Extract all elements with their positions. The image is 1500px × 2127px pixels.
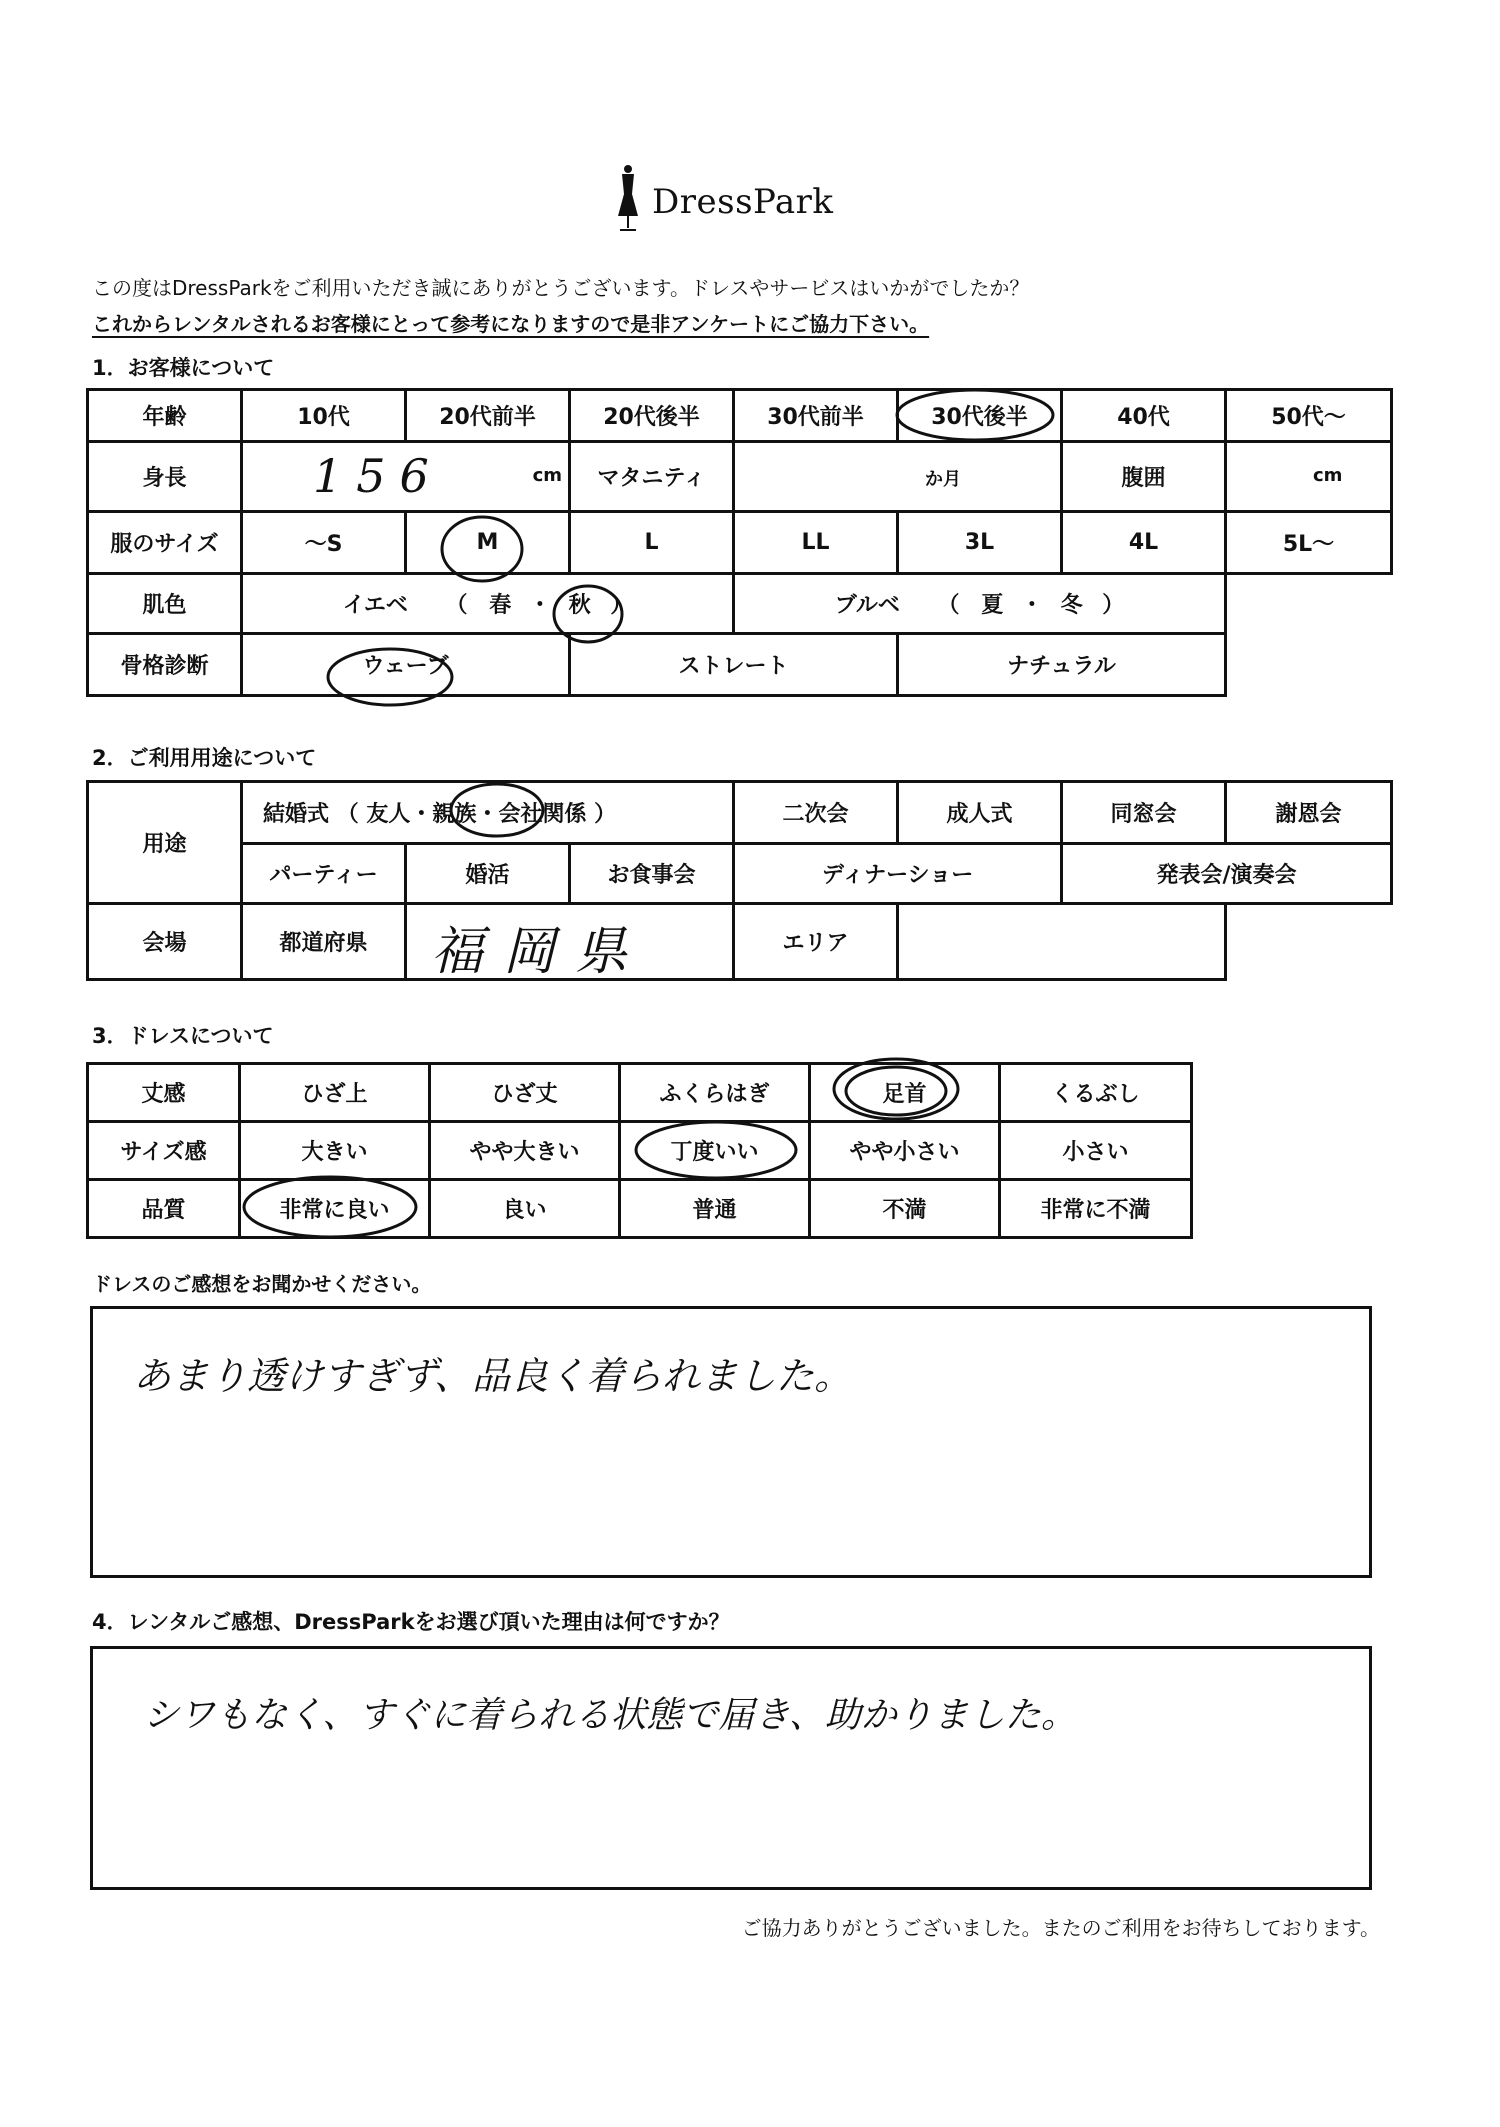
maternity-field[interactable]	[734, 442, 1062, 512]
skin-spring[interactable]: 春	[489, 593, 512, 618]
waist-unit: cm	[1313, 465, 1343, 486]
separator-dot: ・	[1020, 593, 1043, 618]
separator-dot: ・	[528, 593, 551, 618]
logo-text: DressPark	[652, 182, 834, 222]
rental-comment-answer: シワもなく、すぐに着られる状態で届き、助かりました。	[143, 1695, 1077, 1736]
age-option[interactable]: 30代前半	[734, 390, 898, 442]
length-option[interactable]: ふくらはぎ	[620, 1064, 810, 1122]
rental-comment-box[interactable]	[90, 1646, 1372, 1890]
skin-summer[interactable]: 夏	[981, 593, 1004, 618]
length-row	[88, 1064, 1192, 1122]
age-option[interactable]: 40代	[1062, 390, 1226, 442]
paren-open: （	[445, 593, 468, 618]
size-row	[88, 512, 1392, 574]
frame-row	[88, 634, 1392, 696]
dresspark-logo	[610, 160, 910, 240]
skin-blue-option[interactable]	[734, 574, 1226, 634]
maternity-unit: か月	[925, 469, 961, 490]
separator-dot: ・	[410, 802, 433, 827]
age-option-selected[interactable]: 30代後半	[898, 390, 1062, 442]
purpose-option[interactable]: 成人式	[898, 782, 1062, 844]
fit-option[interactable]: やや小さい	[810, 1122, 1000, 1180]
purpose-option[interactable]: 同窓会	[1062, 782, 1226, 844]
wedding-family-selected[interactable]: 親族	[432, 802, 477, 827]
age-option[interactable]: 20代後半	[570, 390, 734, 442]
fit-option[interactable]: 小さい	[1000, 1122, 1192, 1180]
prefecture-field[interactable]	[406, 904, 734, 980]
purpose-row2	[88, 844, 1392, 904]
venue-row	[88, 904, 1392, 980]
empty-cell	[1226, 634, 1392, 696]
size-option[interactable]: 5L～	[1226, 512, 1392, 574]
footer-thanks: ご協力ありがとうございました。またのご利用をお待ちしております。	[741, 1916, 1380, 1940]
skin-yellow-option[interactable]	[242, 574, 734, 634]
paren-close: ）	[594, 802, 617, 827]
length-option[interactable]: くるぶし	[1000, 1064, 1192, 1122]
length-option-selected[interactable]: 足首	[810, 1064, 1000, 1122]
age-label: 年齢	[88, 390, 242, 442]
quality-option[interactable]: 良い	[430, 1180, 620, 1238]
age-option[interactable]: 10代	[242, 390, 406, 442]
section2-title: 2．ご利用用途について	[92, 746, 317, 770]
purpose-table	[86, 780, 1393, 981]
size-option[interactable]: LL	[734, 512, 898, 574]
paren-close: ）	[610, 593, 633, 618]
purpose-option[interactable]: 婚活	[406, 844, 570, 904]
fit-option-selected[interactable]: 丁度いい	[620, 1122, 810, 1180]
length-option[interactable]: ひざ丈	[430, 1064, 620, 1122]
fit-option[interactable]: 大きい	[240, 1122, 430, 1180]
paren-open: （	[336, 802, 359, 827]
quality-option-selected[interactable]: 非常に良い	[240, 1180, 430, 1238]
skin-row	[88, 574, 1392, 634]
age-row	[88, 390, 1392, 442]
purpose-option[interactable]: お食事会	[570, 844, 734, 904]
quality-row	[88, 1180, 1192, 1238]
skin-label: 肌色	[88, 574, 242, 634]
area-field[interactable]	[898, 904, 1226, 980]
purpose-option[interactable]: パーティー	[242, 844, 406, 904]
height-row	[88, 442, 1392, 512]
frame-option-selected[interactable]: ウェーブ	[242, 634, 570, 696]
skin-yellow-label: イエベ	[342, 593, 408, 618]
empty-cell	[1226, 904, 1392, 980]
paren-open: （	[937, 593, 960, 618]
quality-option[interactable]: 普通	[620, 1180, 810, 1238]
section4-title: 4．レンタルご感想、DressParkをお選び頂いた理由は何ですか？	[92, 1610, 730, 1634]
empty-cell	[1226, 574, 1392, 634]
waist-field[interactable]	[1226, 442, 1392, 512]
maternity-label: マタニティ	[570, 442, 734, 512]
section1-title: 1．お客様について	[92, 356, 275, 380]
wedding-work[interactable]: 会社関係	[498, 802, 587, 827]
size-option-selected[interactable]: M	[406, 512, 570, 574]
size-option[interactable]: L	[570, 512, 734, 574]
wedding-friend[interactable]: 友人	[366, 802, 411, 827]
height-unit: cm	[532, 465, 562, 486]
dress-comment-prompt: ドレスのご感想をお聞かせください。	[92, 1272, 432, 1296]
dress-table	[86, 1062, 1193, 1239]
age-option[interactable]: 20代前半	[406, 390, 570, 442]
intro-text: この度はDressParkをご利用いただき誠にありがとうございます。ドレスやサービスはいかがでしたか？	[92, 276, 1030, 300]
frame-label: 骨格診断	[88, 634, 242, 696]
fit-label: サイズ感	[88, 1122, 240, 1180]
size-label: 服のサイズ	[88, 512, 242, 574]
intro-request: これからレンタルされるお客様にとって参考になりますので是非アンケートにご協力下さい。	[92, 312, 930, 336]
skin-blue-label: ブルベ	[834, 593, 900, 618]
prefecture-label: 都道府県	[242, 904, 406, 980]
dress-mannequin-icon	[610, 164, 646, 234]
separator-dot: ・	[476, 802, 499, 827]
height-label: 身長	[88, 442, 242, 512]
skin-autumn-selected[interactable]: 秋	[568, 593, 591, 618]
age-option[interactable]: 50代～	[1226, 390, 1392, 442]
skin-winter[interactable]: 冬	[1060, 593, 1083, 618]
frame-option[interactable]: ナチュラル	[898, 634, 1226, 696]
purpose-option[interactable]: 謝恩会	[1226, 782, 1392, 844]
fit-row	[88, 1122, 1192, 1180]
dress-comment-answer: あまり透けすぎず、品良く着られました。	[133, 1354, 852, 1398]
waist-label: 腹囲	[1062, 442, 1226, 512]
quality-label: 品質	[88, 1180, 240, 1238]
wedding-label: 結婚式	[263, 802, 330, 827]
length-option[interactable]: ひざ上	[240, 1064, 430, 1122]
purpose-label: 用途	[88, 782, 242, 904]
area-label: エリア	[734, 904, 898, 980]
quality-option[interactable]: 非常に不満	[1000, 1180, 1192, 1238]
customer-info-table	[86, 388, 1393, 697]
frame-option[interactable]: ストレート	[570, 634, 898, 696]
purpose-option[interactable]: ディナーショー	[734, 844, 1062, 904]
purpose-option[interactable]: 発表会/演奏会	[1062, 844, 1392, 904]
venue-label: 会場	[88, 904, 242, 980]
section3-title: 3．ドレスについて	[92, 1024, 274, 1048]
quality-option[interactable]: 不満	[810, 1180, 1000, 1238]
prefecture-value: 福岡県	[431, 922, 648, 980]
size-option[interactable]: ～S	[242, 512, 406, 574]
height-value: 156	[313, 449, 443, 503]
wedding-option[interactable]	[242, 782, 734, 844]
dress-comment-box[interactable]	[90, 1306, 1372, 1578]
paren-close: ）	[1102, 593, 1125, 618]
purpose-row1	[88, 782, 1392, 844]
purpose-option[interactable]: 二次会	[734, 782, 898, 844]
height-field[interactable]	[242, 442, 570, 512]
size-option[interactable]: 3L	[898, 512, 1062, 574]
fit-option[interactable]: やや大きい	[430, 1122, 620, 1180]
size-option[interactable]: 4L	[1062, 512, 1226, 574]
length-label: 丈感	[88, 1064, 240, 1122]
